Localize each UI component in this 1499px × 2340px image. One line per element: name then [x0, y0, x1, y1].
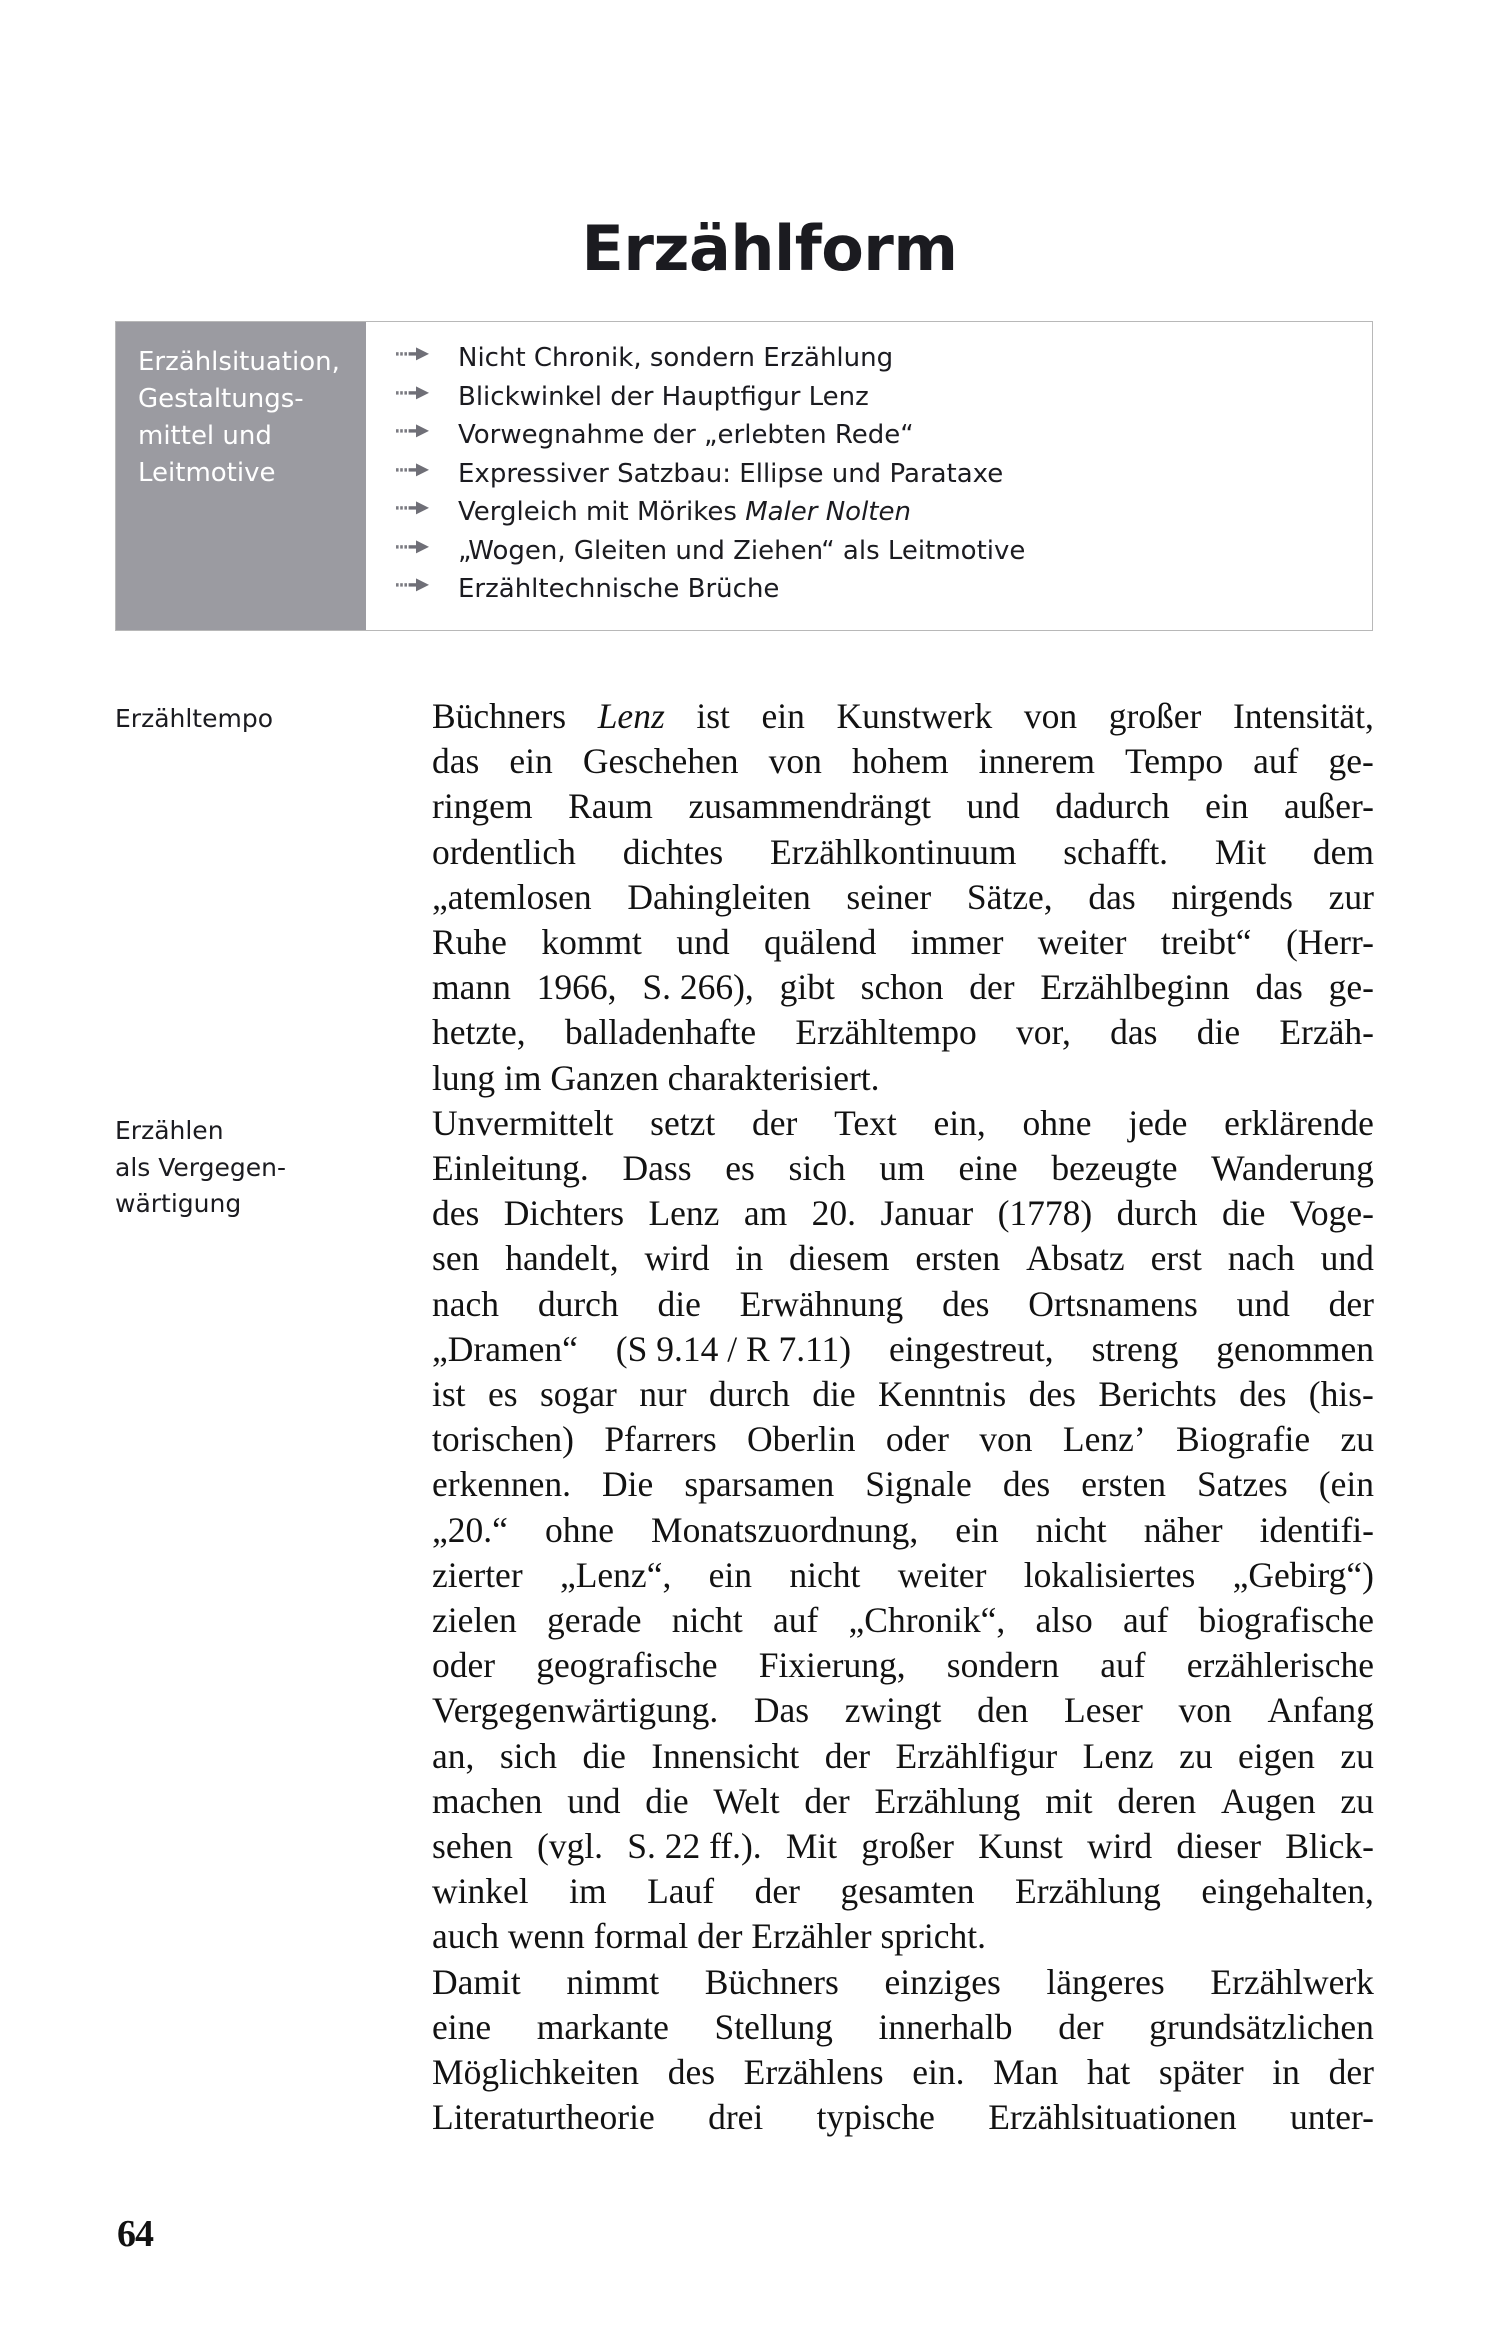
dashed-arrow-right-icon [366, 462, 458, 478]
summary-bullet-label: Vergleich mit Mörikes Maler Nolten [458, 497, 911, 527]
summary-label-line: mittel und [138, 420, 272, 451]
paragraph-erzaehlsituationen [432, 1960, 1374, 2141]
body-text-line: Vergegenwärtigung. Das zwingt den Leser von Anfang [432, 1690, 1374, 1731]
body-text-line: lung im Ganzen charakterisiert. [432, 1057, 880, 1098]
body-text-line: ringem Raum zusammendrängt und dadurch ein außer- [432, 786, 1374, 827]
summary-bullet-item [366, 460, 1372, 499]
paragraph-erzaehltempo [432, 694, 1374, 1101]
body-text-line: sehen (vgl. S. 22 ff.). Mit großer Kunst wird dieser Blick- [432, 1826, 1374, 1867]
summary-bullet-list [366, 322, 1372, 630]
margin-note-erzaehltempo [115, 701, 385, 738]
dashed-arrow-right-icon [366, 385, 458, 401]
body-text-line: „Dramen“ (S 9.14 / R 7.11) eingestreut, streng genommen [432, 1328, 1374, 1369]
summary-box-label [116, 322, 366, 630]
page-title: Erzählform [581, 211, 958, 285]
body-text-line: Unvermittelt setzt der Text ein, ohne jede erklärende [432, 1102, 1374, 1143]
summary-bullet-label: Erzähltechnische Brüche [458, 574, 780, 604]
body-text-line: ist es sogar nur durch die Kenntnis des Berichts des (his- [432, 1374, 1374, 1415]
summary-bullet-item [366, 383, 1372, 422]
body-text-line: torischen) Pfarrers Oberlin oder von Lenz’ Biografie zu [432, 1419, 1374, 1460]
body-text-column [432, 694, 1374, 2141]
body-text-line: Einleitung. Dass es sich um eine bezeugte Wanderung [432, 1148, 1374, 1189]
body-text-line: „atemlosen Dahingleiten seiner Sätze, das nirgends zur [432, 876, 1374, 917]
summary-bullet-item [366, 537, 1372, 576]
body-text-line: „20.“ ohne Monatszuordnung, ein nicht näher identifi- [432, 1509, 1374, 1550]
body-text-line: zielen gerade nicht auf „Chronik“, also auf biografische [432, 1600, 1374, 1641]
body-text-line: auch wenn formal der Erzähler spricht. [432, 1916, 986, 1957]
body-text-line: eine markante Stellung innerhalb der grundsätzlichen [432, 2006, 1374, 2047]
body-text-line: Damit nimmt Büchners einziges längeres Erzählwerk [432, 1961, 1374, 2002]
summary-bullet-label: Expressiver Satzbau: Ellipse und Parataxe [458, 458, 1004, 489]
dashed-arrow-right-icon [366, 346, 458, 362]
body-text-line: an, sich die Innensicht der Erzählfigur Lenz zu eigen zu [432, 1735, 1374, 1776]
summary-label-line: Leitmotive [138, 457, 276, 488]
margin-note-line: Erzähltempo [115, 704, 274, 733]
body-text-line: hetzte, balladenhafte Erzähltempo vor, das die Erzäh- [432, 1012, 1374, 1053]
dashed-arrow-right-icon [366, 539, 458, 555]
body-text-line: mann 1966, S. 266), gibt schon der Erzählbeginn das ge- [432, 967, 1374, 1008]
body-text-line: das ein Geschehen von hohem innerem Tempo auf ge- [432, 741, 1374, 782]
summary-bullet-label: Blickwinkel der Hauptfigur Lenz [458, 381, 869, 412]
body-text-line: winkel im Lauf der gesamten Erzählung eingehalten, [432, 1871, 1374, 1912]
body-text-line: erkennen. Die sparsamen Signale des ersten Satzes (ein [432, 1464, 1374, 1505]
paragraph-vergegenwaertigung [432, 1101, 1374, 1960]
dashed-arrow-right-icon [366, 500, 458, 516]
summary-label-line: Gestaltungs- [138, 383, 304, 414]
body-text-line: machen und die Welt der Erzählung mit deren Augen zu [432, 1780, 1374, 1821]
summary-bullet-item [366, 498, 1372, 537]
summary-bullet-item [366, 575, 1372, 614]
body-text-line: nach durch die Erwähnung des Ortsnamens und der [432, 1283, 1374, 1324]
body-text-line: Ruhe kommt und quälend immer weiter treibt“ (Herr- [432, 922, 1374, 963]
summary-bullet-item [366, 344, 1372, 383]
body-text-line: oder geografische Fixierung, sondern auf erzählerische [432, 1645, 1374, 1686]
body-text-line: sen handelt, wird in diesem ersten Absatz erst nach und [432, 1238, 1374, 1279]
body-text-line: Literaturtheorie drei typische Erzählsituationen unter- [432, 2097, 1374, 2138]
dashed-arrow-right-icon [366, 423, 458, 439]
margin-note-line: als Vergegen- [115, 1152, 286, 1182]
body-text-line: Büchners Lenz ist ein Kunstwerk von großer Intensität, [432, 696, 1374, 736]
margin-note-vergegenwaertigung [115, 1113, 385, 1223]
summary-label-line: Erzählsituation, [138, 347, 340, 377]
summary-bullet-item [366, 421, 1372, 460]
body-text-line: zierter „Lenz“, ein nicht weiter lokalisiertes „Gebirg“) [432, 1554, 1374, 1595]
body-text-line: des Dichters Lenz am 20. Januar (1778) durch die Voge- [432, 1193, 1374, 1234]
margin-note-line: Erzählen [115, 1116, 224, 1145]
summary-bullet-label: „Wogen, Gleiten und Ziehen“ als Leitmotive [458, 535, 1026, 566]
summary-bullet-label: Vorwegnahme der „erlebten Rede“ [458, 420, 914, 450]
body-text-line: ordentlich dichtes Erzählkontinuum schafft. Mit dem [432, 831, 1374, 872]
margin-note-line: wärtigung [115, 1189, 242, 1218]
body-text-line: Möglichkeiten des Erzählens ein. Man hat später in der [432, 2052, 1374, 2093]
summary-box [115, 321, 1373, 631]
page-number: 64 [117, 2213, 153, 2255]
dashed-arrow-right-icon [366, 577, 458, 593]
summary-bullet-label: Nicht Chronik, sondern Erzählung [458, 343, 894, 373]
